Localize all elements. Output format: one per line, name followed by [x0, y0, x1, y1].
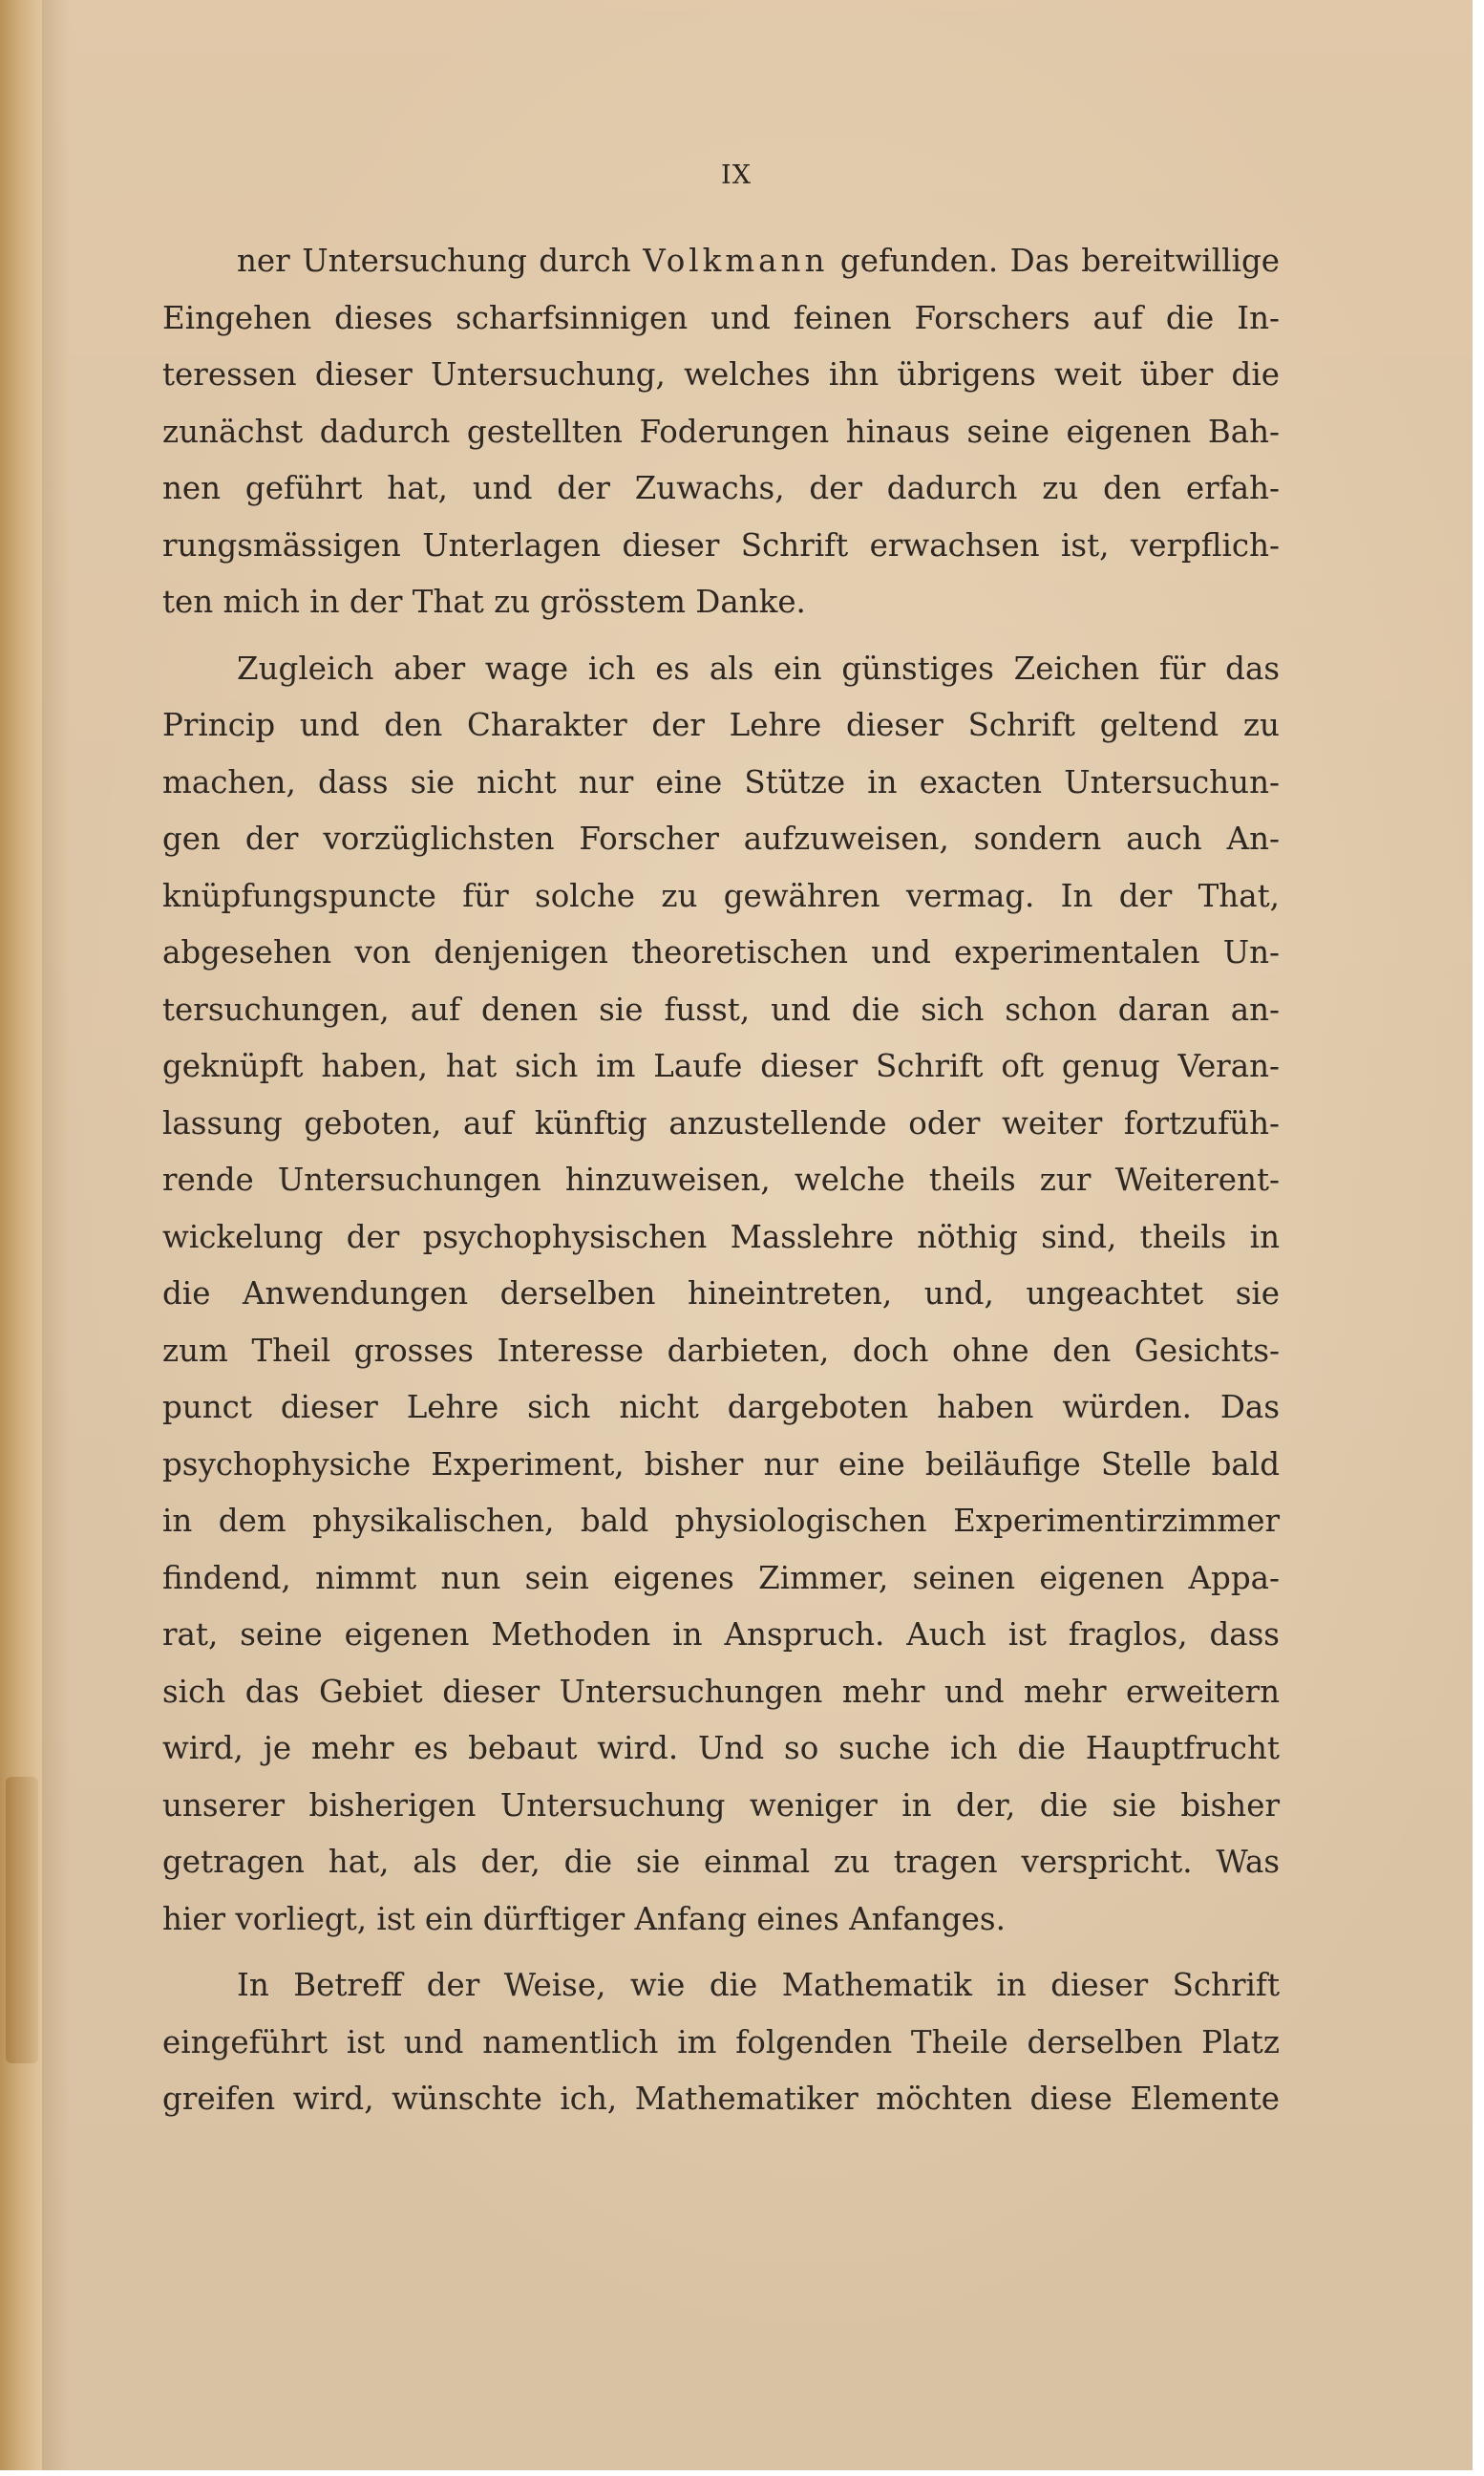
text-line: machen, dass sie nicht nur eine Stütze in exacten Untersuchun-: [162, 763, 1280, 800]
text-line: rungsmässigen Unterlagen dieser Schrift erwachsen ist, verpflich-: [162, 526, 1280, 564]
text-line: In Betreff der Weise, wie die Mathematik in dieser Schrift: [237, 1967, 1280, 2003]
page-number: IX: [721, 160, 752, 190]
text-line: greifen wird, wünschte ich, Mathematiker möchten diese Elemente: [162, 2081, 1280, 2117]
page-stain: [6, 1777, 38, 2063]
text-line: unserer bisherigen Untersuchung weniger in der, die sie bisher: [162, 1786, 1280, 1824]
text-line: punct dieser Lehre sich nicht dargeboten haben würden. Das: [162, 1389, 1280, 1425]
text-line: gen der vorzüglichsten Forscher aufzuweisen, sondern auch An-: [162, 821, 1280, 857]
text-line: wird, je mehr es bebaut wird. Und so suche ich die Hauptfrucht: [162, 1730, 1280, 1766]
text-line: ten mich in der That zu grösstem Danke.: [162, 584, 806, 620]
text-line: [162, 233, 1280, 290]
text-line: zunächst dadurch gestellten Foderungen hinaus seine eigenen Bah-: [162, 413, 1280, 450]
text-line: lassung geboten, auf künftig anzustellende oder weiter fortzufüh-: [162, 1104, 1280, 1142]
text-line: wickelung der psychophysischen Masslehre nöthig sind, theils in: [162, 1218, 1280, 1255]
text-line: nen geführt hat, und der Zuwachs, der dadurch zu den erfah-: [162, 470, 1280, 506]
text-line: rat, seine eigenen Methoden in Anspruch. Auch ist fraglos, dass: [162, 1616, 1280, 1653]
paragraph: [162, 1957, 1280, 2128]
text-segment: gefunden. Das bereitwillige: [828, 243, 1280, 279]
paragraph-gap: [162, 631, 1280, 641]
book-spine-edge: [0, 0, 42, 2470]
text-line: hier vorliegt, ist ein dürftiger Anfang eines Anfanges.: [162, 1900, 1006, 1937]
text-line: getragen hat, als der, die sie einmal zu tragen verspricht. Was: [162, 1844, 1280, 1880]
text-line: Princip und den Charakter der Lehre dieser Schrift geltend zu: [162, 707, 1280, 743]
text-line: abgesehen von denjenigen theoretischen und experimentalen Un-: [162, 934, 1280, 971]
text-line: in dem physikalischen, bald physiologischen Experimentirzimmer: [162, 1503, 1280, 1539]
spaced-name: Volkmann: [643, 243, 829, 279]
text-line: Zugleich aber wage ich es als ein günstiges Zeichen für das: [237, 650, 1280, 687]
paragraph-gap: [162, 1948, 1280, 1957]
text-line: geknüpft haben, hat sich im Laufe dieser Schrift oft genug Veran-: [162, 1048, 1280, 1084]
text-line: psychophysiche Experiment, bisher nur eine beiläufige Stelle bald: [162, 1445, 1280, 1483]
text-line: teressen dieser Untersuchung, welches ihn übrigens weit über die: [162, 356, 1280, 393]
paragraph: [162, 641, 1280, 1949]
text-segment: ner Untersuchung durch: [237, 243, 644, 279]
text-line: die Anwendungen derselben hineintreten, und, ungeachtet sie: [162, 1275, 1280, 1312]
text-line: eingeführt ist und namentlich im folgenden Theile derselben Platz: [162, 2023, 1280, 2060]
text-line: knüpfungspuncte für solche zu gewähren vermag. In der That,: [162, 877, 1280, 914]
text-line: Eingehen dieses scharfsinnigen und feinen Forschers auf die In-: [162, 299, 1280, 336]
text-line: findend, nimmt nun sein eigenes Zimmer, seinen eigenen Appa-: [162, 1559, 1280, 1596]
text-line: zum Theil grosses Interesse darbieten, doch ohne den Gesichts-: [162, 1332, 1280, 1369]
gutter-shadow: [42, 0, 71, 2470]
paragraph: [162, 233, 1280, 631]
text-line: tersuchungen, auf denen sie fusst, und die sich schon daran an-: [162, 991, 1280, 1028]
text-line: rende Untersuchungen hinzuweisen, welche theils zur Weiterent-: [162, 1162, 1280, 1198]
text-line: sich das Gebiet dieser Untersuchungen mehr und mehr erweitern: [162, 1673, 1280, 1710]
body-text: [162, 233, 1280, 2128]
